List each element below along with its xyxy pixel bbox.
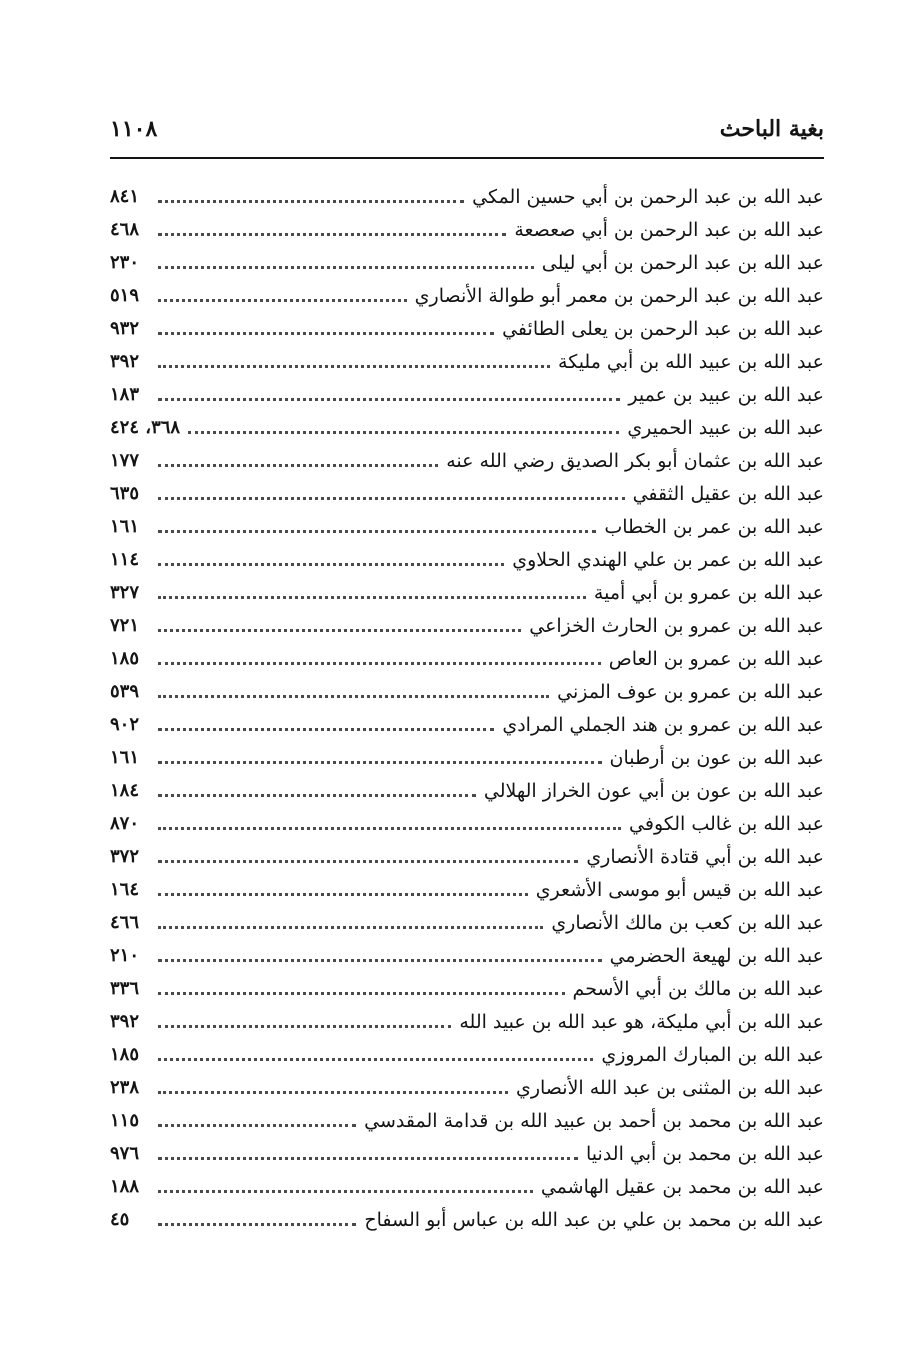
index-entry [110, 807, 824, 840]
dot-leader [158, 1058, 593, 1061]
entry-name: عبد الله بن عبيد الله بن أبي مليكة [558, 350, 824, 373]
dot-leader [158, 398, 620, 401]
entry-name: عبد الله بن قيس أبو موسى الأشعري [535, 878, 824, 901]
index-entries [110, 180, 824, 1236]
entry-name: عبد الله بن عمر بن علي الهندي الحلاوي [512, 548, 824, 571]
entry-page-number: ٣٩٢ [110, 351, 140, 372]
index-entry [110, 576, 824, 609]
entry-page-number: ٣٩٢ [110, 1011, 140, 1032]
entry-name: عبد الله بن محمد بن أحمد بن عبيد الله بن قدامة المقدسي [364, 1109, 824, 1132]
index-entry [110, 708, 824, 741]
entry-page-number: ١٦١ [110, 747, 140, 768]
entry-name: عبد الله بن عمرو بن العاص [608, 647, 824, 670]
entry-page-number: ٥١٩ [110, 285, 140, 306]
index-entry [110, 510, 824, 543]
header-rule [110, 157, 824, 159]
entry-name: عبد الله بن عبيد الحميري [627, 416, 824, 439]
index-entry [110, 444, 824, 477]
dot-leader [188, 431, 619, 434]
dot-leader [158, 332, 494, 335]
dot-leader [158, 1223, 356, 1226]
entry-page-number: ٤٥ [110, 1209, 130, 1230]
entry-page-number: ١٦٤ [110, 879, 140, 900]
dot-leader [158, 530, 596, 533]
index-entry [110, 477, 824, 510]
index-entry [110, 1071, 824, 1104]
entry-name: عبد الله بن محمد بن عقيل الهاشمي [540, 1175, 824, 1198]
entry-page-number: ٤٦٦ [110, 912, 140, 933]
dot-leader [158, 893, 528, 896]
dot-leader [158, 662, 601, 665]
index-entry [110, 1104, 824, 1137]
index-entry [110, 279, 824, 312]
index-entry [110, 1005, 824, 1038]
dot-leader [158, 233, 506, 236]
index-entry [110, 873, 824, 906]
entry-name: عبد الله بن غالب الكوفي [629, 812, 824, 835]
index-entry [110, 774, 824, 807]
dot-leader [158, 1124, 356, 1127]
entry-page-number: ٣٦٨، ٤٢٤ [110, 417, 181, 438]
page-number: ١١٠٨ [110, 116, 158, 142]
entry-name: عبد الله بن عمر بن الخطاب [604, 515, 824, 538]
entry-page-number: ٣٣٦ [110, 978, 140, 999]
entry-name: عبد الله بن عمرو بن أبي أمية [593, 581, 824, 604]
dot-leader [158, 596, 586, 599]
entry-name: عبد الله بن محمد بن أبي الدنيا [586, 1142, 824, 1165]
dot-leader [158, 299, 407, 302]
entry-page-number: ١١٤ [110, 549, 140, 570]
dot-leader [158, 860, 578, 863]
dot-leader [158, 497, 625, 500]
entry-name: عبد الله بن عبيد بن عمير [628, 383, 824, 406]
dot-leader [158, 926, 543, 929]
entry-name: عبد الله بن أبي مليكة، هو عبد الله بن عبيد الله [459, 1010, 824, 1033]
entry-page-number: ٤٦٨ [110, 219, 140, 240]
dot-leader [158, 629, 521, 632]
entry-page-number: ٢٣٨ [110, 1077, 140, 1098]
entry-page-number: ٩٣٢ [110, 318, 140, 339]
index-entry [110, 675, 824, 708]
entry-name: عبد الله بن محمد بن علي بن عبد الله بن عباس أبو السفاح [364, 1208, 824, 1231]
index-entry [110, 609, 824, 642]
entry-page-number: ٨٤١ [110, 186, 140, 207]
entry-name: عبد الله بن عمرو بن هند الجملي المرادي [502, 713, 824, 736]
dot-leader [158, 794, 476, 797]
entry-name: عبد الله بن عقيل الثقفي [632, 482, 824, 505]
index-entry [110, 246, 824, 279]
dot-leader [158, 1190, 533, 1193]
entry-page-number: ٩٧٦ [110, 1143, 140, 1164]
entry-name: عبد الله بن عون بن أبي عون الخراز الهلالي [483, 779, 824, 802]
entry-page-number: ١٨٤ [110, 780, 140, 801]
entry-page-number: ٢١٠ [110, 945, 140, 966]
index-entry [110, 180, 824, 213]
index-entry [110, 906, 824, 939]
dot-leader [158, 728, 494, 731]
entry-page-number: ١٧٧ [110, 450, 140, 471]
entry-page-number: ٣٧٢ [110, 846, 140, 867]
index-entry [110, 972, 824, 1005]
entry-name: عبد الله بن عمرو بن الحارث الخزاعي [529, 614, 824, 637]
entry-name: عبد الله بن عبد الرحمن بن أبي ليلى [541, 251, 824, 274]
dot-leader [158, 1025, 451, 1028]
index-entry [110, 411, 824, 444]
index-entry [110, 1170, 824, 1203]
entry-name: عبد الله بن المبارك المروزي [601, 1043, 824, 1066]
entry-name: عبد الله بن عثمان أبو بكر الصديق رضي الله عنه [446, 449, 824, 472]
entry-page-number: ٨٧٠ [110, 813, 140, 834]
index-entry [110, 741, 824, 774]
entry-name: عبد الله بن أبي قتادة الأنصاري [586, 845, 824, 868]
dot-leader [158, 563, 504, 566]
entry-page-number: ١٨٥ [110, 648, 140, 669]
index-entry [110, 543, 824, 576]
entry-name: عبد الله بن عبد الرحمن بن أبي حسين المكي [472, 185, 824, 208]
entry-page-number: ١٨٥ [110, 1044, 140, 1065]
entry-page-number: ٩٠٢ [110, 714, 140, 735]
index-entry [110, 378, 824, 411]
entry-page-number: ١٨٣ [110, 384, 140, 405]
entry-name: عبد الله بن عمرو بن عوف المزني [557, 680, 824, 703]
index-entry [110, 1137, 824, 1170]
entry-page-number: ٥٣٩ [110, 681, 140, 702]
dot-leader [158, 761, 602, 764]
dot-leader [158, 992, 565, 995]
entry-page-number: ٧٢١ [110, 615, 140, 636]
entry-name: عبد الله بن عبد الرحمن بن يعلى الطائفي [502, 317, 824, 340]
entry-name: عبد الله بن لهيعة الحضرمي [609, 944, 824, 967]
entry-page-number: ٣٢٧ [110, 582, 140, 603]
dot-leader [158, 365, 550, 368]
dot-leader [158, 464, 438, 467]
page-header [110, 116, 824, 142]
dot-leader [158, 1091, 508, 1094]
dot-leader [158, 695, 549, 698]
index-entry [110, 840, 824, 873]
entry-page-number: ٢٣٠ [110, 252, 140, 273]
index-entry [110, 312, 824, 345]
dot-leader [158, 1157, 578, 1160]
index-entry [110, 939, 824, 972]
entry-page-number: ١٨٨ [110, 1176, 140, 1197]
entry-name: عبد الله بن عبد الرحمن بن أبي صعصعة [514, 218, 824, 241]
book-title: بغية الباحث [719, 116, 824, 142]
dot-leader [158, 266, 534, 269]
index-entry [110, 345, 824, 378]
dot-leader [158, 959, 602, 962]
index-entry [110, 1038, 824, 1071]
index-entry [110, 642, 824, 675]
index-entry [110, 213, 824, 246]
entry-name: عبد الله بن عبد الرحمن بن معمر أبو طوالة الأنصاري [414, 284, 824, 307]
entry-page-number: ١٦١ [110, 516, 140, 537]
index-entry [110, 1203, 824, 1236]
entry-name: عبد الله بن المثنى بن عبد الله الأنصاري [515, 1076, 824, 1099]
entry-name: عبد الله بن عون بن أرطبان [609, 746, 824, 769]
entry-name: عبد الله بن مالك بن أبي الأسحم [572, 977, 824, 1000]
dot-leader [158, 200, 464, 203]
entry-page-number: ١١٥ [110, 1110, 140, 1131]
entry-name: عبد الله بن كعب بن مالك الأنصاري [551, 911, 824, 934]
entry-page-number: ٦٣٥ [110, 483, 140, 504]
dot-leader [158, 827, 621, 830]
